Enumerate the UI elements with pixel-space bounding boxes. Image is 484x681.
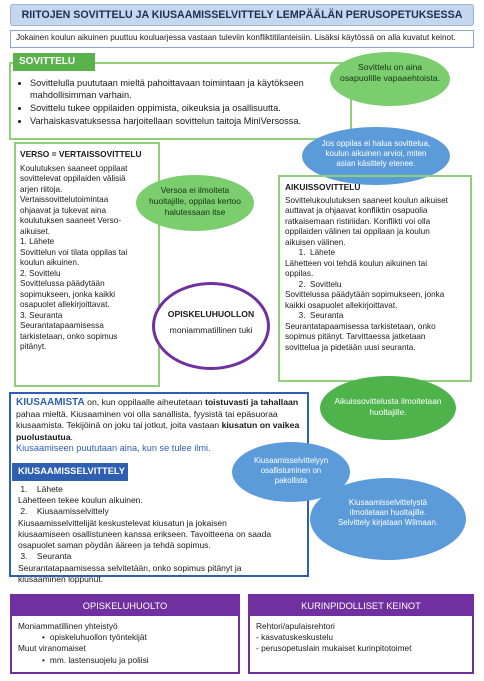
verso-line: Sovittelussa päädytään [20,279,105,289]
aikuissovittelu-title: AIKUISSOVITTELU [285,182,361,192]
intro-text: Jokainen koulun aikuinen puuttuu kouluarjessa vastaan tuleviin konfliktitilanteisiin. Lisäksi käytössä on alla kuvatut keinot. [10,30,474,48]
aikuis-line: Sovittelussa päädytään sopimukseen, jonka [285,290,445,300]
verso-line: Sovittelun voi tilata oppilas tai [20,247,128,257]
verso-line: Koulutuksen saaneet oppilaat [20,163,128,173]
verso-line: koulutuksen saaneet Verso- [20,216,122,226]
aikuis-line: 3. Seuranta [285,311,344,321]
kp-line: - kasvatuskeskustelu [256,632,334,643]
aikuis-line: oppilaiden välinen tai oppilaan ja koulun [285,227,430,237]
step-line: kiusaamiseen osallistuneen kanssa erikseen. Tavoitteena on saada [18,528,272,539]
verso-line: aikuiset. [20,226,51,236]
list-item: • opiskeluhuollon työntekijät [18,632,232,643]
refusal-cloud: Jos oppilas ei halua sovittelua, koulun aikuinen arvioi, miten asian käsittely etenee. [302,127,450,185]
verso-box [14,142,160,387]
aikuis-line: aikuisen välinen. [285,237,346,247]
aikuis-line: 2. Sovittelu [285,279,342,289]
list-item: • mm. lastensuojelu ja poliisi [18,655,232,666]
step-line: Kiusaamisselvittelijät keskustelevat kiusatun ja jokaisen [18,517,227,528]
mandatory-cloud: Kiusaamisselvittelyyn osallistuminen on pakollista [232,442,350,502]
verso-line: Seurantatapaamisessa [20,321,104,331]
kp-line: - perusopetuslain mukaiset kurinpitotoimet [256,643,412,654]
sovittelu-voluntary-oval: Sovittelu on aina osapuolille vapaaehtoista. [330,52,450,106]
sovittelu-header: SOVITTELU [13,53,95,71]
opiskeluhuolto-oval [152,282,270,370]
wilma-cloud: Kiusaamisselvittelystä ilmoitetaan huoltajille. Selvittely kirjataan Wilmaan. [310,478,466,560]
sovittelu-bullets [30,77,348,129]
verso-line: sopimukseen, jonka kaikki [20,289,116,299]
verso-line: ohjaavat ja tukevat aina [20,205,107,215]
verso-line: Vertaissovittelutoimintaa [20,195,109,205]
kiusaamisselvittely-header: KIUSAAMISSELVITTELY [12,463,128,481]
aikuis-line: sovittelua ja pidetään uusi seuranta. [285,342,416,352]
aikuis-line: Sovittelukoulutuksen saaneet koulun aikuiset [285,195,448,205]
list-item: • Sovittelulla puututaan mieltä pahoittavaan toimintaan ja käytökseen mahdollisimman varhain. [30,77,348,101]
oval-title: OPISKELUHUOLLON [167,309,255,319]
aikuis-line: Lähetteen voi tehdä koulun aikuinen tai [285,258,428,268]
step-line: Seurantatapaamisessa selvitetään, onko sopimus pitänyt ja [18,562,242,573]
list-item: • Varhaiskasvatuksessa harjoitellaan sovittelun taitoja MiniVersossa. [30,115,348,127]
list-item: • Sovittelu tukee oppilaiden oppimista, oikeuksia ja osallisuutta. [30,102,348,114]
aikuis-line: auttavat ja ohjaavat konfliktin osapuolia [285,206,428,216]
verso-line: 3. Seuranta [20,310,63,320]
aikuissovittelu-guardian-oval: Aikuissovittelusta ilmoitetaan huoltajille. [320,376,456,440]
aikuis-line: 1. Lähete [285,248,336,258]
def-part-bold: toistuvasti ja tahallaan [204,397,299,407]
oh-line: Moniammatillinen yhteistyö [18,621,118,631]
kurinpito-box [248,594,474,674]
kiusaamisselvittely-steps [18,484,305,585]
verso-line: 1. Lähete [20,237,55,247]
verso-line: tarkistetaan, onko sopimus [20,331,118,341]
step-line: 3. Seuranta [18,551,72,562]
verso-line: 2. Sovittelu [20,268,61,278]
verso-line: pitänyt. [20,342,47,352]
verso-title: VERSO = VERTAISSOVITTELU [20,149,142,159]
kiusaaminen-note: Kiusaamiseen puututaan aina, kun se tulee ilmi. [16,442,211,453]
opiskeluhuolto-content [12,616,238,671]
verso-line: sovittelevat oppilaiden välisiä [20,174,126,184]
kurinpito-header: KURINPIDOLLISET KEINOT [250,596,472,616]
aikuis-line: Seurantatapaamisessa tarkistetaan, onko [285,321,436,331]
aikuissovittelu-box [278,175,472,382]
kurinpito-content [250,616,472,660]
step-line: 2. Kiusaamisselvittely [18,506,109,517]
kiusaamista-word: KIUSAAMISTA [16,397,85,408]
oh-line: Muut viranomaiset [18,643,86,654]
kp-line: Rehtori/apulaisrehtori [256,621,335,631]
step-line: 1. Lähete [18,484,63,494]
verso-line: arjen riitoja. [20,184,63,194]
step-line: Lähetteen tekee koulun aikuinen. [18,495,143,506]
step-line: osapuolet saman pöydän ääreen ja tehdä sopimus. [18,540,211,551]
aikuis-line: oppilas. [285,269,314,279]
verso-line: koulun aikuinen. [20,258,80,268]
page-title: RIITOJEN SOVITTELU JA KIUSAAMISSELVITTELY LEMPÄÄLÄN PERUSOPETUKSESSA [10,4,474,26]
def-part: on, kun oppilaalle aiheutetaan [84,397,205,407]
verso-line: osapuolet allekirjoittavat. [20,300,110,310]
aikuis-line: ratkaisemaan ristiriidan. Konflikti voi olla [285,216,431,226]
aikuis-line: kaikki osapuolet allekirjoittavat. [285,300,398,310]
def-part-bold: kiusatun on vaikea puolustautua [16,420,300,442]
step-line: kiusaaminen loppunut. [18,573,104,584]
oval-subtitle: moniammatillinen tuki [169,325,253,335]
opiskeluhuolto-header: OPISKELUHUOLTO [12,596,238,616]
verso-guardian-oval: Versoa ei ilmoiteta huoltajille, oppilas kertoo halutessaan itse [136,175,254,231]
def-part: pahaa mieltä. Kiusaaminen voi olla sanallista, fyysistä tai epäsuoraa kiusaamista. Tekijöinä on joku tai jotkut, joita vastaan [16,409,278,431]
aikuis-line: sopimus pitänyt. Tarvittaessa jatketaan [285,332,426,342]
def-part: . [70,431,73,442]
opiskeluhuolto-box [10,594,240,674]
